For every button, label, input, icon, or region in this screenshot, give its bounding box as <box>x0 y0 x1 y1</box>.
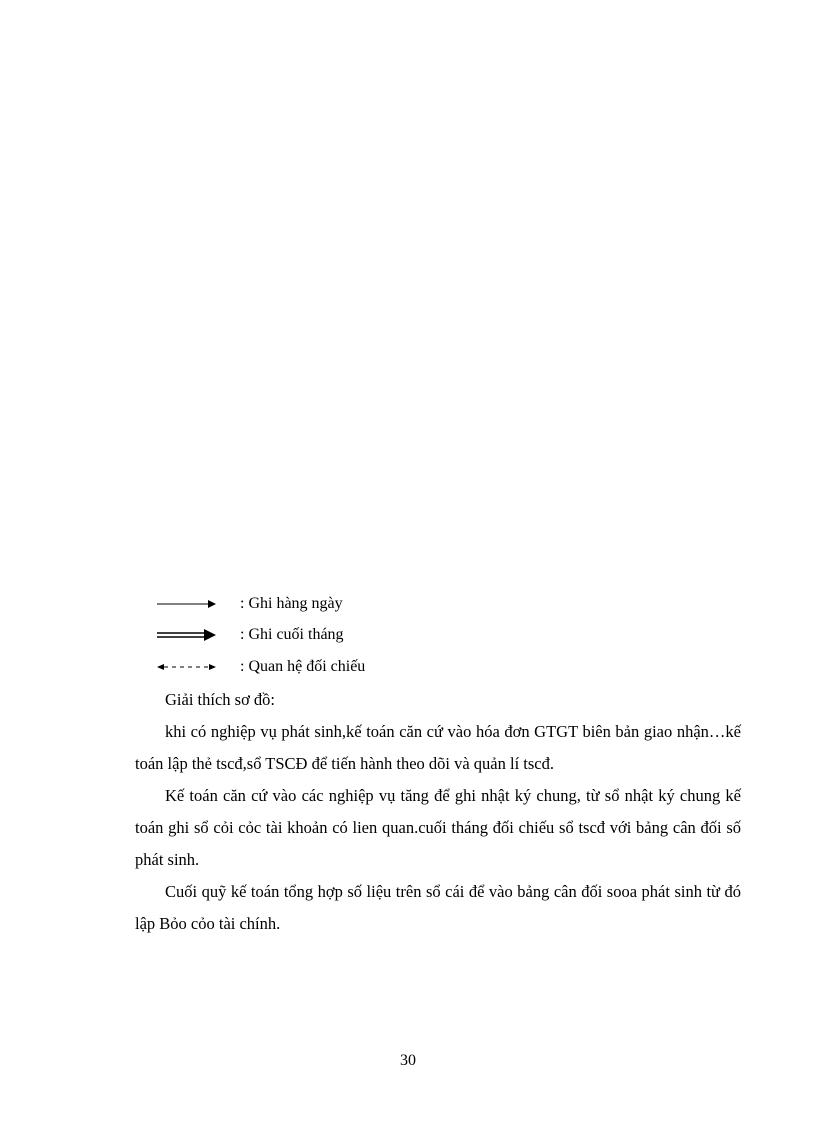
page-number: 30 <box>400 1052 416 1069</box>
legend-item-reconcile <box>155 655 575 679</box>
legend-label-reconcile: : Quan hệ đối chiếu <box>240 658 366 675</box>
legend-label-daily: : Ghi hàng ngày <box>240 595 343 612</box>
paragraph-1: khi có nghiệp vụ phát sinh,kế toán căn cứ vào hóa đơn GTGT biên bản giao nhận…kế toán lập thẻ tscđ,sổ TSCĐ để tiến hành theo dõi và quản lí tscđ. <box>135 722 741 773</box>
double-arrow-icon <box>155 627 219 643</box>
paragraph-3: Cuối quỹ kế toán tổng hợp số liệu trên sổ cái để vào bảng cân đối sooa phát sinh từ đó lập Bỏo cỏo tài chính. <box>135 882 741 933</box>
explanation-body <box>135 716 741 940</box>
legend-label-month-end: : Ghi cuối tháng <box>240 626 344 643</box>
explanation-heading: Giải thích sơ đồ: <box>165 690 276 709</box>
paragraph-2: Kế toán căn cứ vào các nghiệp vụ tăng để ghi nhật ký chung, từ sổ nhật ký chung kế toán ghi sổ cỏi cỏc tài khoản có lien quan.cuối tháng đối chiếu sổ tscđ với bảng cân đối số phát sinh. <box>135 786 741 869</box>
dashed-bidirectional-arrow-icon <box>155 659 219 675</box>
thin-arrow-icon <box>155 596 219 612</box>
legend-item-month-end <box>155 623 575 647</box>
legend-item-daily <box>155 592 575 616</box>
